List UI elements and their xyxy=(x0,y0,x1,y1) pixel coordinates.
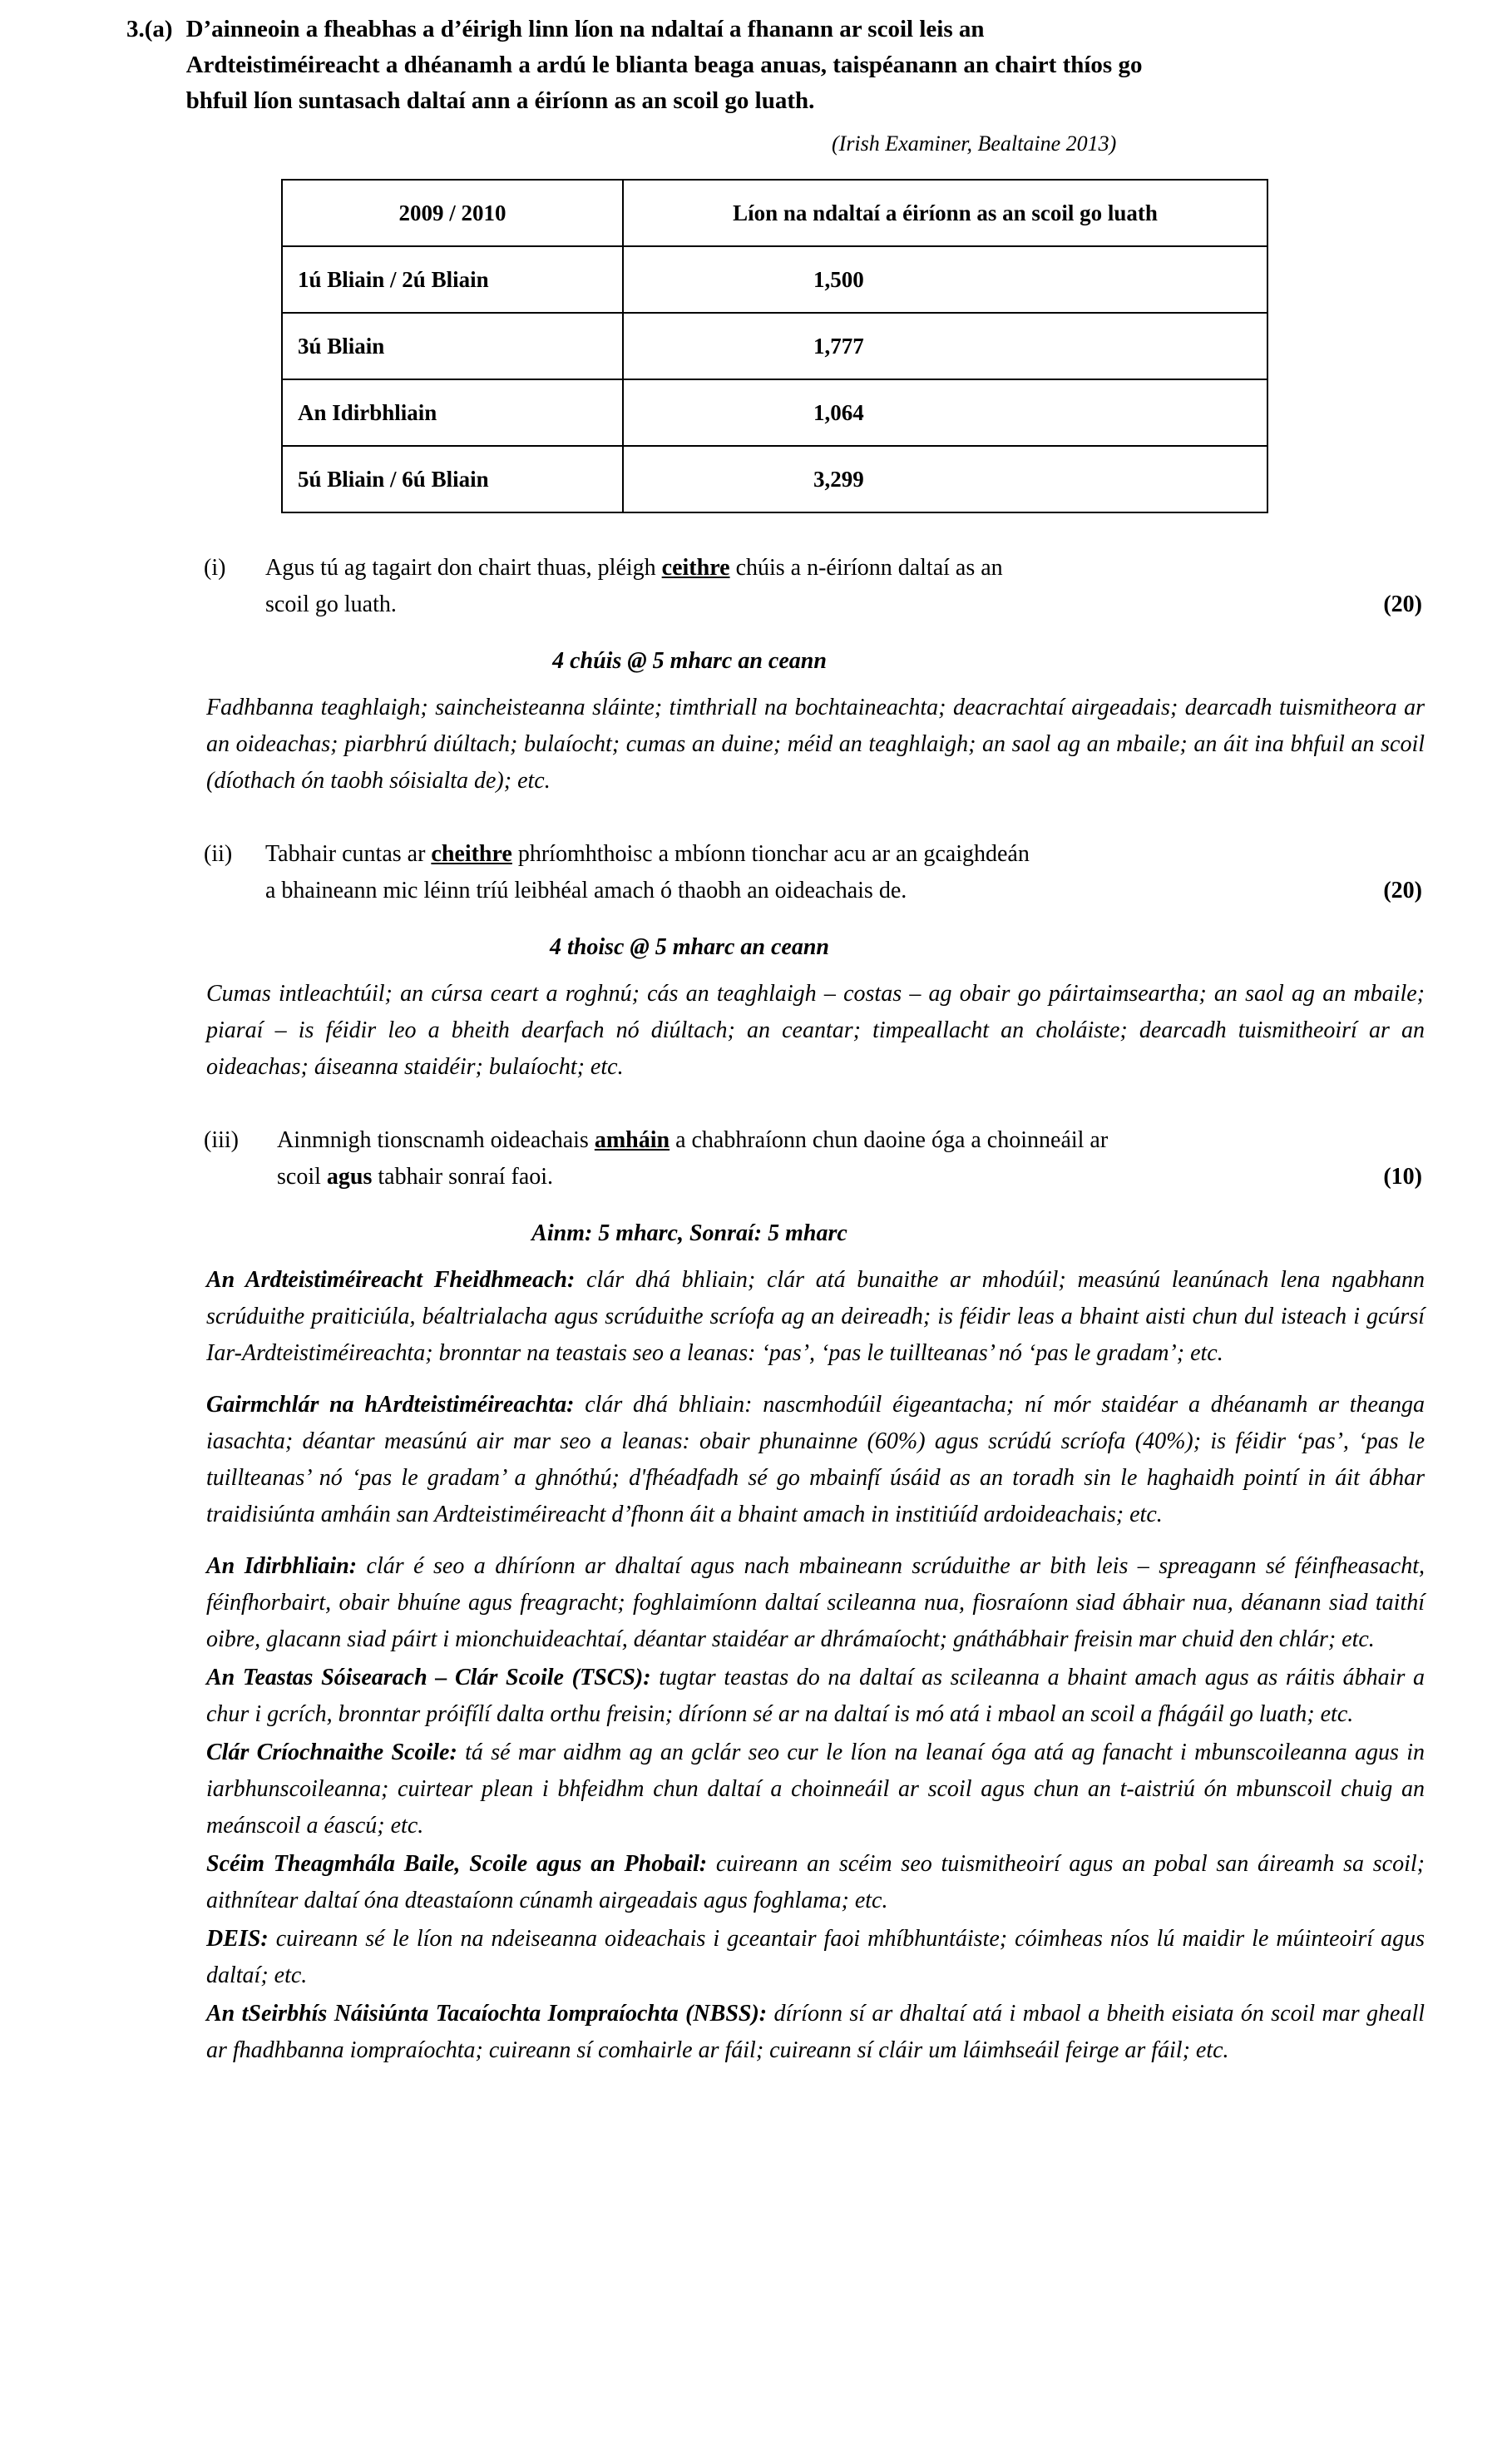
part-ii-marking-scheme: 4 thoisc @ 5 mharc an ceann xyxy=(550,934,829,960)
part-ii-second-line xyxy=(265,873,1429,909)
question-number: 3.(a) xyxy=(126,16,173,42)
initiative-name: DEIS: xyxy=(206,1926,269,1952)
part-iii-line2-emphasis: agus xyxy=(326,1164,373,1190)
part-i-emphasis: ceithre xyxy=(661,555,730,581)
initiative-name: Gairmchlár na hArdteistiméireachta: xyxy=(206,1392,575,1418)
initiative-name: An Idirbhliain: xyxy=(206,1553,358,1579)
initiative-item xyxy=(206,1548,1425,1658)
question-stem xyxy=(0,12,1512,119)
table-row xyxy=(282,246,1267,313)
part-ii-prompt-tail: phríomhthoisc a mbíonn tionchar acu ar an gcaighdeán xyxy=(511,841,1030,867)
part-iii-emphasis: amháin xyxy=(594,1127,670,1153)
part-iii-prompt-line2-tail: tabhair sonraí faoi. xyxy=(372,1164,554,1190)
part-marker-i: (i) xyxy=(204,555,226,581)
initiative-item xyxy=(206,1735,1425,1844)
initiative-detail: díríonn sí ar dhaltaí atá i mbaol a bheith eisiata ón scoil mar gheall ar fhadhbanna iompraíochta; cuireann sí comhairle ar fáil; cuireann sí cláir um láimhseáil feirge ar fáil; etc. xyxy=(206,2001,1426,2063)
question-part-iii xyxy=(0,1122,1512,1195)
initiative-name: Clár Críochnaithe Scoile: xyxy=(206,1740,457,1765)
initiative-item xyxy=(206,1660,1425,1733)
part-i-prompt-tail: chúis a n-éiríonn daltaí as an xyxy=(729,555,1003,581)
part-ii-marks: (20) xyxy=(1383,878,1422,903)
initiative-name: An Teastas Sóisearach – Clár Scoile (TSCS): xyxy=(206,1665,651,1690)
table-header-row xyxy=(282,180,1267,246)
table-header-year: 2009 / 2010 xyxy=(282,180,623,246)
part-marker-iii: (iii) xyxy=(204,1127,239,1153)
initiative-detail: cuireann an scéim seo tuismitheoirí agus an pobal san áireamh sa scoil; aithnítear daltaí óna dteastaíonn cúnamh airgeadais agus foghlama; etc. xyxy=(206,1851,1425,1913)
table-row xyxy=(282,379,1267,446)
initiatives-list xyxy=(0,1262,1512,2069)
part-i-marking-scheme: 4 chúis @ 5 mharc an ceann xyxy=(552,648,827,674)
initiative-detail: tá sé mar aidhm ag an gclár seo cur le líon na leanaí óga atá ag fanacht i mbunscoileanna agus in iarbhunscoileanna; cuirtear plean i bhfeidhm chun daltaí a choinneáil ar scoil agus chun an t-aistriú ón mbunscoil chuig an meánscoil a éascú; etc. xyxy=(206,1740,1425,1839)
part-ii-text xyxy=(265,836,1429,909)
table-row xyxy=(282,313,1267,379)
table-cell-value: 3,299 xyxy=(623,446,1267,512)
part-marker-ii: (ii) xyxy=(204,841,233,867)
question-stem-text: D’ainneoin a fheabhas a d’éirigh linn líon na ndaltaí a fhanann ar scoil leis an Ardteistiméireacht a dhéanamh a ardú le blianta beaga anuas, taispéanann an chairt thíos go bhfuil líon suntasach daltaí ann a éiríonn as an scoil go luath. xyxy=(185,16,1143,114)
initiative-detail: tugtar teastas do na daltaí as scileanna a bhaint amach agus as ráitis ábhair a chur i gcrích, bronntar próifílí dalta orthu freisin; díríonn sé ar na daltaí is mó atá i mbaol an scoil a fhágáil go luath; etc. xyxy=(206,1665,1425,1727)
table-row xyxy=(282,446,1267,512)
initiative-item xyxy=(206,1996,1425,2069)
part-iii-text xyxy=(277,1122,1429,1195)
part-iii-marks: (10) xyxy=(1383,1164,1422,1190)
part-iii-prompt-tail: a chabhraíonn chun daoine óga a choinneáil ar xyxy=(670,1127,1109,1153)
table-cell-category: An Idirbhliain xyxy=(282,379,623,446)
initiative-item xyxy=(206,1846,1425,1919)
part-ii-answer: Cumas intleachtúil; an cúrsa ceart a roghnú; cás an teaghlaigh – costas – ag obair go páirtaimseartha; an saol ag an mbaile; piaraí – is féidir leo a bheith dearfach nó diúltach; an ceantar; timpeallacht an choláiste; dearcadh tuismitheoirí ar an oideachas; áiseanna staidéir; bulaíocht; etc. xyxy=(206,981,1425,1080)
table-cell-value: 1,064 xyxy=(623,379,1267,446)
table-cell-category: 3ú Bliain xyxy=(282,313,623,379)
initiative-detail: clár é seo a dhíríonn ar dhaltaí agus nach mbaineann scrúduithe ar bith leis – spreagann sé féinfheasacht, féinfhorbairt, obair bhuíne agus freagracht; foghlaimíonn daltaí scileanna nua, fiosraíonn siad ábhair nua, déanann siad taithí oibre, glacann siad páirt i mionchuideachtaí, déantar staidéar ar dhrámaíocht; gnáthábhair freisin mar chuid den chlár; etc. xyxy=(206,1553,1425,1652)
initiative-item xyxy=(206,1387,1425,1533)
part-iii-prompt-lead: Ainmnigh tionscnamh oideachais xyxy=(277,1127,595,1153)
initiative-item xyxy=(206,1262,1425,1372)
part-iii-marking-scheme: Ainm: 5 mharc, Sonraí: 5 mharc xyxy=(531,1220,847,1246)
initiative-name: An Ardteistiméireacht Fheidhmeach: xyxy=(206,1267,576,1293)
question-part-i xyxy=(0,550,1512,623)
part-i-prompt-lead: Agus tú ag tagairt don chairt thuas, pléigh xyxy=(265,555,662,581)
part-i-second-line xyxy=(265,587,1429,623)
part-ii-prompt-lead: Tabhair cuntas ar xyxy=(265,841,432,867)
part-i-text xyxy=(265,550,1429,623)
initiative-detail: clár dhá bhliain; clár atá bunaithe ar mhodúil; measúnú leanúnach lena ngabhann scrúduithe praiticiúla, béaltrialacha agus scrúduithe scríofa ag an deireadh; is féidir leas a bhaint aisti chun dul isteach i gcúrsí Iar-Ardteistiméireachta; bronntar na teastais seo a leanas: ‘pas’, ‘pas le tuillteanas’ nó ‘pas le gradam’; etc. xyxy=(206,1267,1426,1366)
chart-table-wrapper xyxy=(0,179,1512,513)
part-iii-prompt-line2-lead: scoil xyxy=(277,1164,327,1190)
part-ii-emphasis: cheithre xyxy=(431,841,512,867)
table-cell-value: 1,500 xyxy=(623,246,1267,313)
part-iii-second-line xyxy=(277,1159,1429,1195)
question-part-ii xyxy=(0,836,1512,909)
initiative-name: An tSeirbhís Náisiúnta Tacaíochta Iompraíochta (NBSS): xyxy=(206,2001,768,2027)
part-ii-prompt-line2: a bhaineann mic léinn tríú leibhéal amach ó thaobh an oideachais de. xyxy=(265,878,907,903)
part-iii-line2-group xyxy=(277,1159,553,1195)
initiative-name: Scéim Theagmhála Baile, Scoile agus an Phobail: xyxy=(206,1851,708,1877)
table-cell-value: 1,777 xyxy=(623,313,1267,379)
table-cell-category: 5ú Bliain / 6ú Bliain xyxy=(282,446,623,512)
initiative-item xyxy=(206,1921,1425,1994)
table-header-count: Líon na ndaltaí a éiríonn as an scoil go luath xyxy=(623,180,1267,246)
question-source-citation: (Irish Examiner, Bealtaine 2013) xyxy=(832,131,1117,156)
early-school-leavers-table xyxy=(281,179,1268,513)
initiative-detail: cuireann sé le líon na ndeiseanna oideachais i gceantair faoi mhíbhuntáiste; cóimheas níos lú maidir le múinteoirí agus daltaí; etc. xyxy=(206,1926,1425,1988)
part-i-prompt-line2: scoil go luath. xyxy=(265,591,397,617)
part-i-answer: Fadhbanna teaghlaigh; saincheisteanna sláinte; timthriall na bochtaineachta; deacrachtaí airgeadais; dearcadh tuismitheora ar an oideachas; piarbhrú diúltach; bulaíocht; cumas an duine; méid an teaghlaigh; an saol ag an mbaile; an áit ina bhfuil an scoil (díothach ón taobh sóisialta de); etc. xyxy=(206,695,1425,794)
part-i-marks: (20) xyxy=(1383,591,1422,617)
initiative-detail: clár dhá bhliain: nascmhodúil éigeantacha; ní mór staidéar a dhéanamh ar theanga iasachta; déantar measúnú air mar seo a leanas: obair phunainne (60%) agus scrúdú scríofa (40%); is féidir ‘pas’, ‘pas le tuillteanas’ nó ‘pas le gradam’ a ghnóthú; d'fhéadfadh sé go mbainfí úsáid as an toradh sin le haghaidh pointí in áit ábhar traidisiúnta amháin san Ardteistiméireacht d’fhonn áit a bhaint amach in institiúíd ardoideachais; etc. xyxy=(206,1392,1425,1527)
table-cell-category: 1ú Bliain / 2ú Bliain xyxy=(282,246,623,313)
